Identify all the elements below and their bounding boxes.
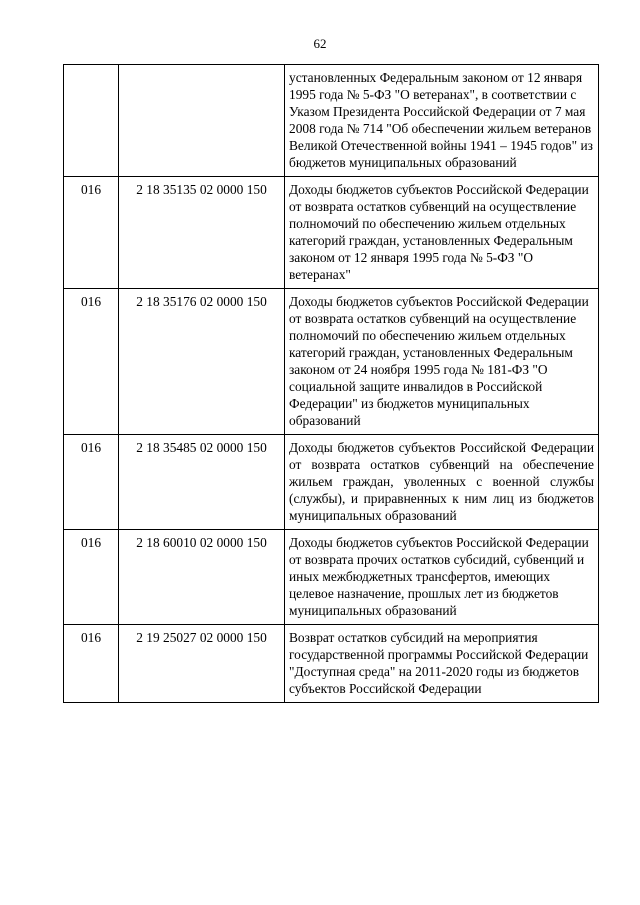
admin-code-cell: 016 [64,177,119,289]
table-row [64,289,599,435]
table-row [64,177,599,289]
table-row [64,625,599,703]
budget-code-cell [119,65,285,177]
budget-code-cell: 2 19 25027 02 0000 150 [119,625,285,703]
table-row [64,435,599,530]
budget-code-cell: 2 18 35135 02 0000 150 [119,177,285,289]
admin-code-cell: 016 [64,530,119,625]
admin-code-cell: 016 [64,289,119,435]
description-cell: Доходы бюджетов субъектов Российской Федерации от возврата остатков субвенций на осуществление полномочий по обеспечению жильем отдельных категорий граждан, установленных Федеральным законом от 12 января 1995 года № 5-ФЗ "О ветеранах" [285,177,599,289]
admin-code-cell: 016 [64,625,119,703]
table-row [64,530,599,625]
admin-code-cell: 016 [64,435,119,530]
budget-code-cell: 2 18 60010 02 0000 150 [119,530,285,625]
description-cell: Доходы бюджетов субъектов Российской Федерации от возврата прочих остатков субсидий, субвенций и иных межбюджетных трансфертов, имеющих целевое назначение, прошлых лет из бюджетов муниципальных образований [285,530,599,625]
description-cell: установленных Федеральным законом от 12 января 1995 года № 5-ФЗ "О ветеранах", в соответствии с Указом Президента Российской Федерации от 7 мая 2008 года № 714 "Об обеспечении жильем ветеранов Великой Отечественной войны 1941 – 1945 годов" из бюджетов муниципальных образований [285,65,599,177]
admin-code-cell [64,65,119,177]
description-cell: Доходы бюджетов субъектов Российской Федерации от возврата остатков субвенций на обеспечение жильем граждан, уволенных с военной службы (службы), и приравненных к ним лиц из бюджетов муниципальных образований [285,435,599,530]
description-cell: Доходы бюджетов субъектов Российской Федерации от возврата остатков субвенций на осуществление полномочий по обеспечению жильем отдельных категорий граждан, установленных Федеральным законом от 24 ноября 1995 года № 181-ФЗ "О социальной защите инвалидов в Российской Федерации" из бюджетов муниципальных образований [285,289,599,435]
description-cell: Возврат остатков субсидий на мероприятия государственной программы Российской Федерации "Доступная среда" на 2011-2020 годы из бюджетов субъектов Российской Федерации [285,625,599,703]
budget-code-cell: 2 18 35176 02 0000 150 [119,289,285,435]
table-row [64,65,599,177]
budget-code-cell: 2 18 35485 02 0000 150 [119,435,285,530]
page-number: 62 [313,36,327,51]
budget-codes-table [63,64,599,703]
